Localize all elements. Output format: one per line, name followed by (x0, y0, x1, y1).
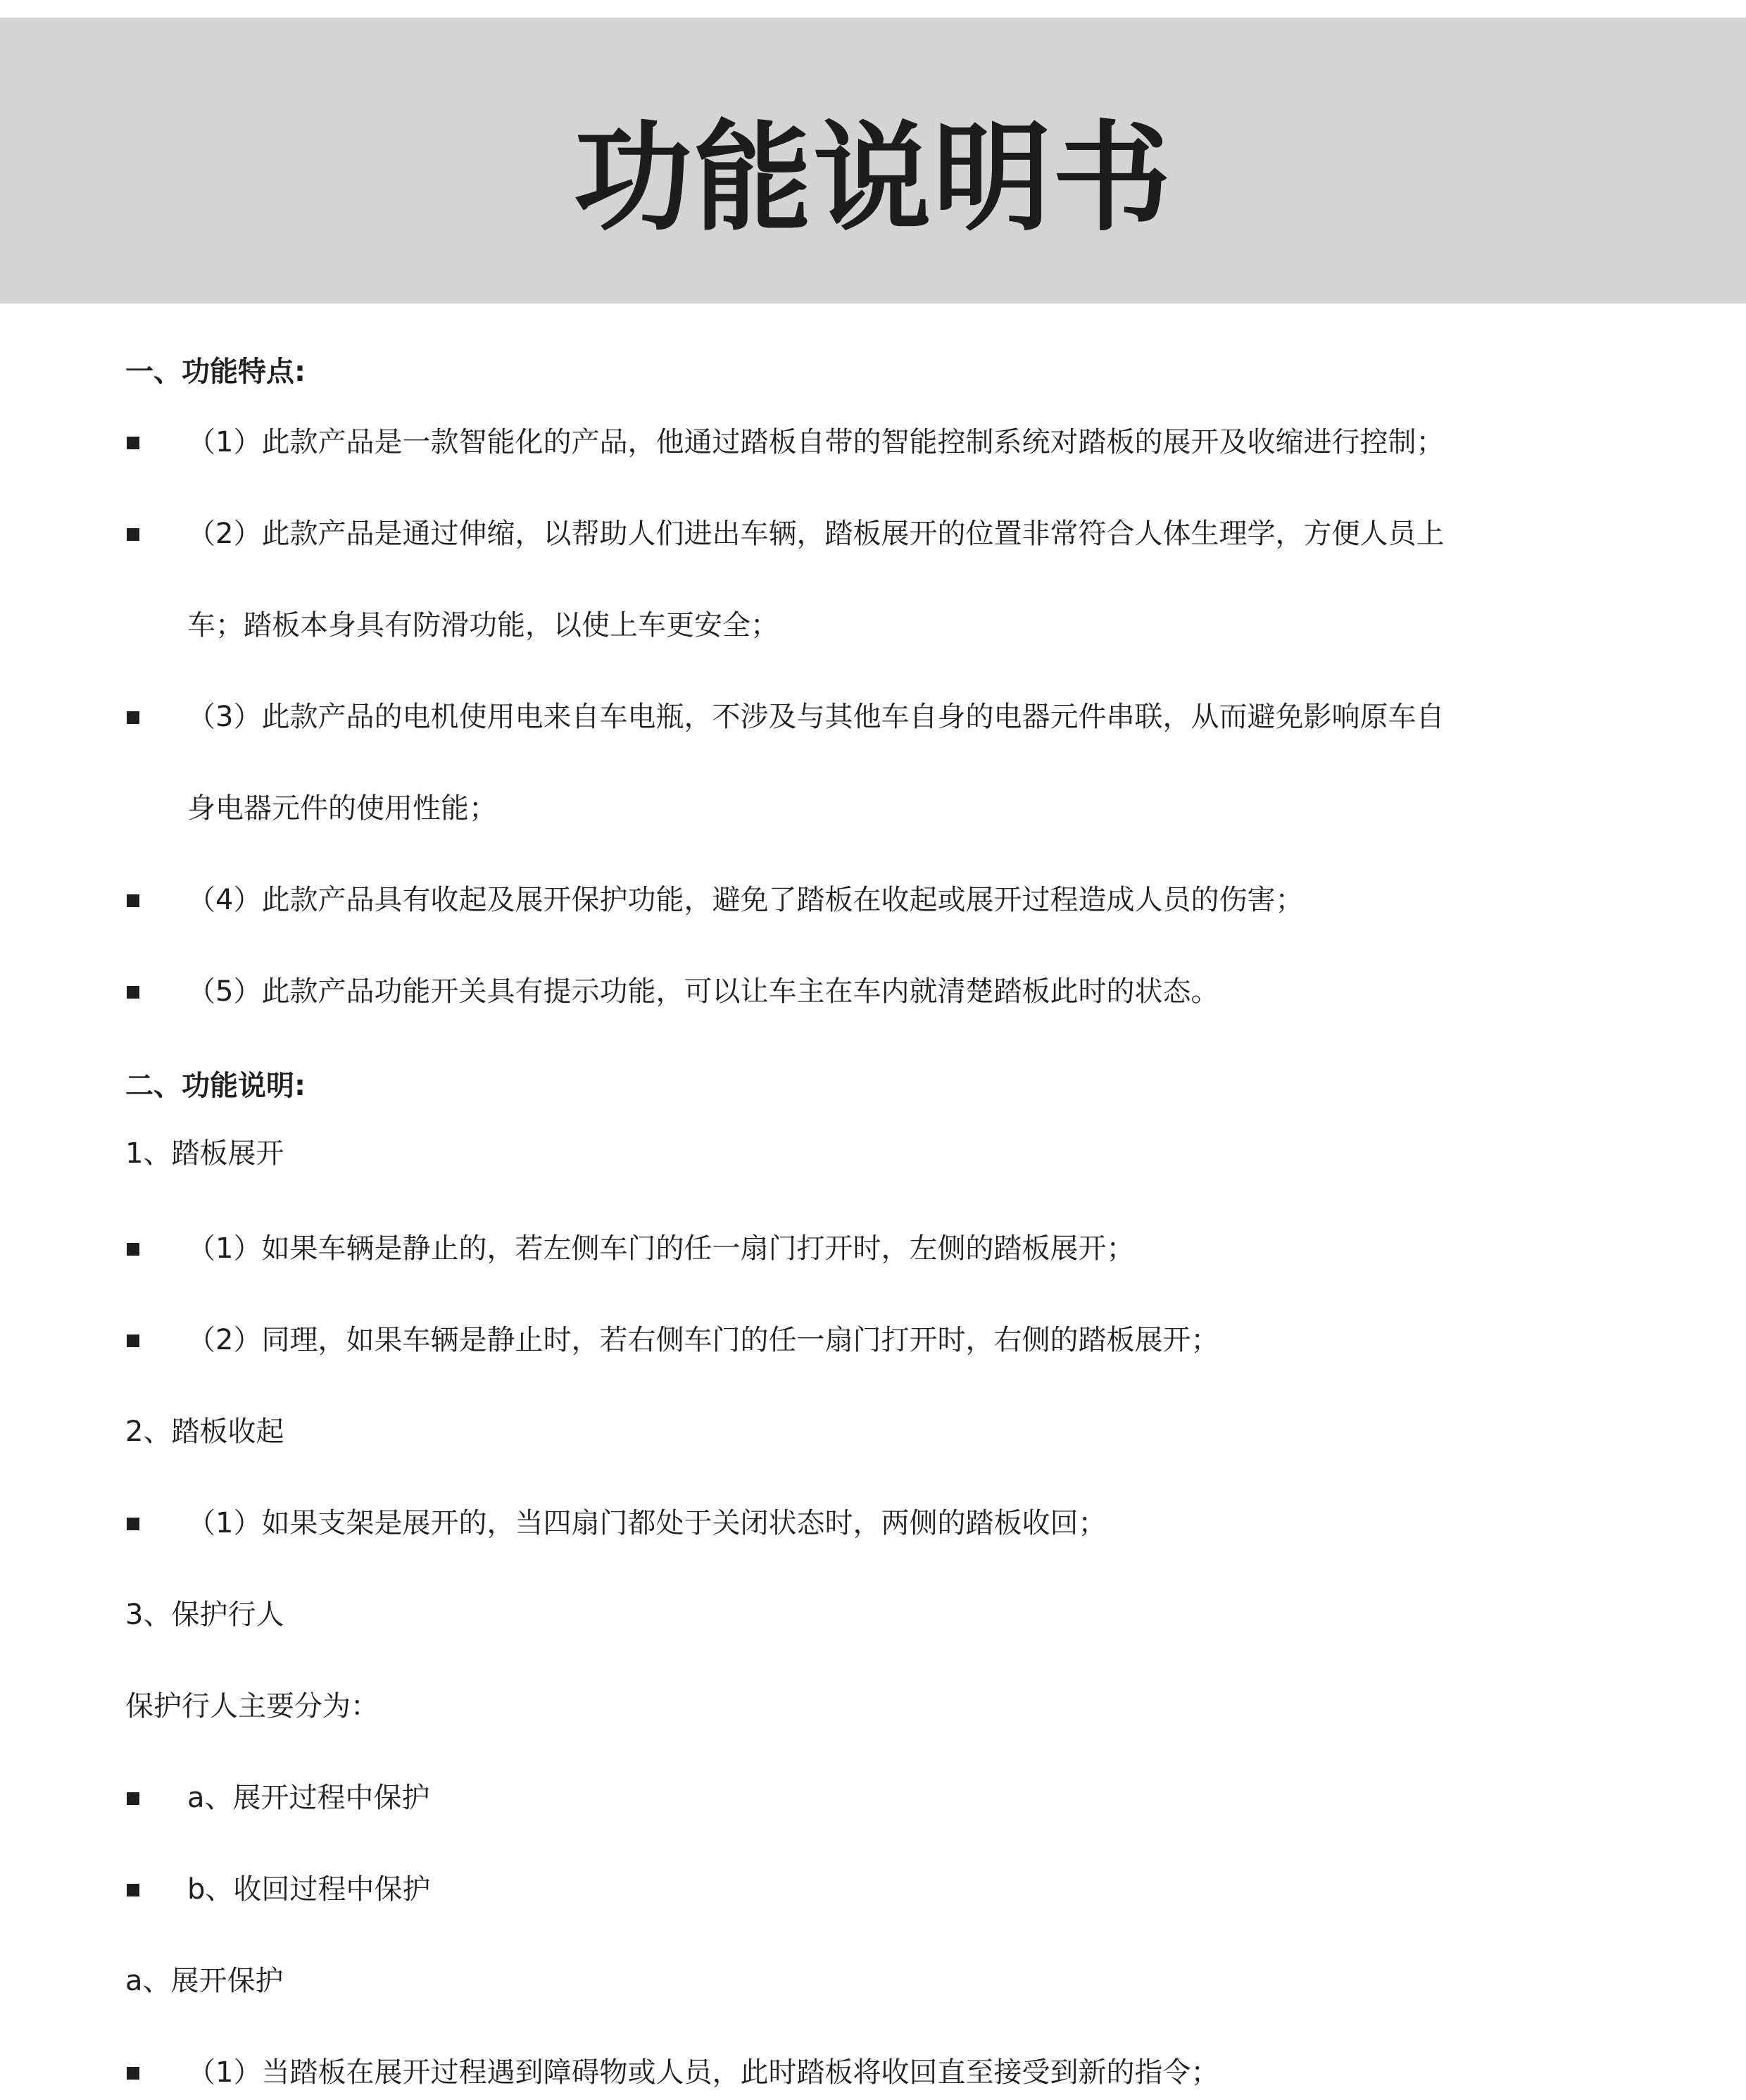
deploy-heading: 1、踏板展开 (125, 1137, 284, 1170)
square-bullet-icon (127, 528, 139, 541)
square-bullet-icon (127, 986, 139, 999)
deploy-protect-item-1: （1）当踏板在展开过程遇到障碍物或人员，此时踏板将收回直至接受到新的指令； (187, 2056, 1219, 2089)
square-bullet-icon (127, 1884, 139, 1896)
protect-heading: 3、保护行人 (125, 1599, 284, 1631)
square-bullet-icon (127, 1335, 139, 1347)
feature-item-2-cont: 车；踏板本身具有防滑功能，以使上车更安全； (187, 609, 779, 642)
title-banner (0, 18, 1746, 304)
feature-item-3: （3）此款产品的电机使用电来自车电瓶，不涉及与其他车自身的电器元件串联，从而避免影响原车自 (187, 701, 1445, 733)
functions-heading: 二、功能说明: (125, 1070, 306, 1102)
protect-item-b: b、收回过程中保护 (187, 1873, 431, 1906)
retract-item-1: （1）如果支架是展开的，当四扇门都处于关闭状态时，两侧的踏板收回； (187, 1507, 1107, 1539)
feature-item-5: （5）此款产品功能开关具有提示功能，可以让车主在车内就清楚踏板此时的状态。 (187, 975, 1219, 1008)
feature-item-1: （1）此款产品是一款智能化的产品，他通过踏板自带的智能控制系统对踏板的展开及收缩进行控制； (187, 426, 1445, 458)
page-title: 功能说明书 (574, 109, 1172, 247)
square-bullet-icon (127, 1243, 139, 1256)
protect-intro: 保护行人主要分为： (125, 1690, 379, 1723)
protect-item-a: a、展开过程中保护 (187, 1782, 430, 1814)
square-bullet-icon (127, 894, 139, 907)
retract-heading: 2、踏板收起 (125, 1415, 284, 1448)
square-bullet-icon (127, 711, 139, 724)
features-heading: 一、功能特点: (125, 356, 306, 388)
feature-item-2: （2）此款产品是通过伸缩，以帮助人们进出车辆，踏板展开的位置非常符合人体生理学，方便人员上 (187, 518, 1445, 550)
square-bullet-icon (127, 2067, 139, 2080)
square-bullet-icon (127, 1792, 139, 1805)
square-bullet-icon (127, 437, 139, 449)
feature-item-3-cont: 身电器元件的使用性能； (187, 792, 497, 825)
deploy-protect-heading: a、展开保护 (125, 1965, 284, 1997)
feature-item-4: （4）此款产品具有收起及展开保护功能，避免了踏板在收起或展开过程造成人员的伤害； (187, 884, 1304, 916)
square-bullet-icon (127, 1518, 139, 1530)
deploy-item-1: （1）如果车辆是静止的，若左侧车门的任一扇门打开时，左侧的踏板展开； (187, 1232, 1135, 1265)
deploy-item-2: （2）同理，如果车辆是静止时，若右侧车门的任一扇门打开时，右侧的踏板展开； (187, 1324, 1219, 1356)
